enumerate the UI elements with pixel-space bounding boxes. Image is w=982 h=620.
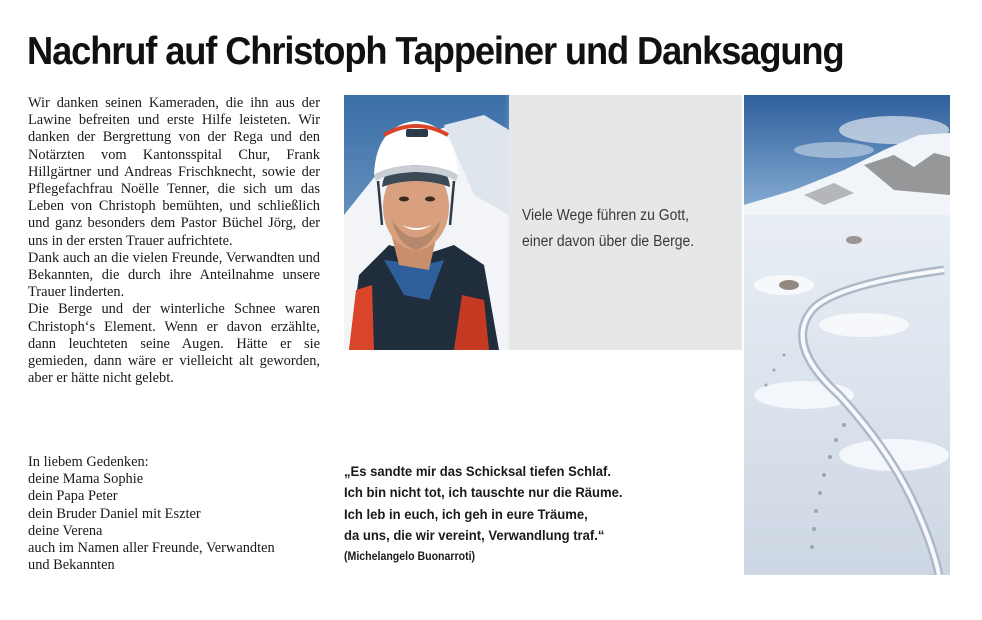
signatory: auch im Namen aller Freunde, Verwandten xyxy=(28,540,275,557)
body-text xyxy=(28,95,320,387)
page-title: Nachruf auf Christoph Tappeiner und Danksagung xyxy=(27,30,844,73)
poem-line: „Es sandte mir das Schicksal tiefen Schlaf. xyxy=(344,464,611,480)
poem-line: da uns, die wir vereint, Verwandlung traf.“ xyxy=(344,527,605,544)
signatory: dein Bruder Daniel mit Eszter xyxy=(28,505,201,522)
motto-line: Viele Wege führen zu Gott, xyxy=(522,207,689,224)
closing-intro: In liebem Gedenken: xyxy=(28,454,149,470)
motto-line: einer davon über die Berge. xyxy=(522,233,695,250)
motto-text xyxy=(522,203,720,255)
signatory: und Bekannten xyxy=(28,557,115,574)
poem-author: (Michelangelo Buonarroti) xyxy=(344,551,476,564)
signatory: deine Mama Sophie xyxy=(28,471,144,488)
snow-landscape-panel xyxy=(744,95,950,575)
signatory: dein Papa Peter xyxy=(28,488,118,505)
poem-quote xyxy=(344,462,724,567)
ski-track-snow-image xyxy=(744,95,950,575)
paragraph-mountains: Die Berge und der winterliche Schnee waren Christoph‘s Element. Wenn er davon erzählte, dann leuchteten seine Augen. Hätte er sie gemieden, dann wäre er vielleicht alt geworden, aber er hätte nicht gelebt. xyxy=(28,301,320,387)
paragraph-thanks: Wir danken seinen Kameraden, die ihn aus der Lawine befreiten und erste Hilfe leisteten. Wir danken der Bergrettung von der Rega und den Notärzten vom Kantonsspital Chur, Frank Hillgärtner und Andreas Frischknecht, sowie der Pflegefachfrau Noëlle Tenner, die sich um das Leben von Christoph bemühten, und schließlich und ganz besonders dem Pastor Büchel Jörg, der uns in der ersten Trauer aufrichtete. xyxy=(28,95,320,249)
signatory: deine Verena xyxy=(28,522,103,539)
closing-signatures xyxy=(28,454,328,574)
poem-line: Ich bin nicht tot, ich tauschte nur die Räume. xyxy=(344,485,623,502)
paragraph-friends: Dank auch an die vielen Freunde, Verwandten und Bekannten, die durch ihre Anteilnahme unsere Trauer linderten. xyxy=(28,249,320,301)
poem-line: Ich leb in euch, ich geh in eure Träume, xyxy=(344,506,588,523)
